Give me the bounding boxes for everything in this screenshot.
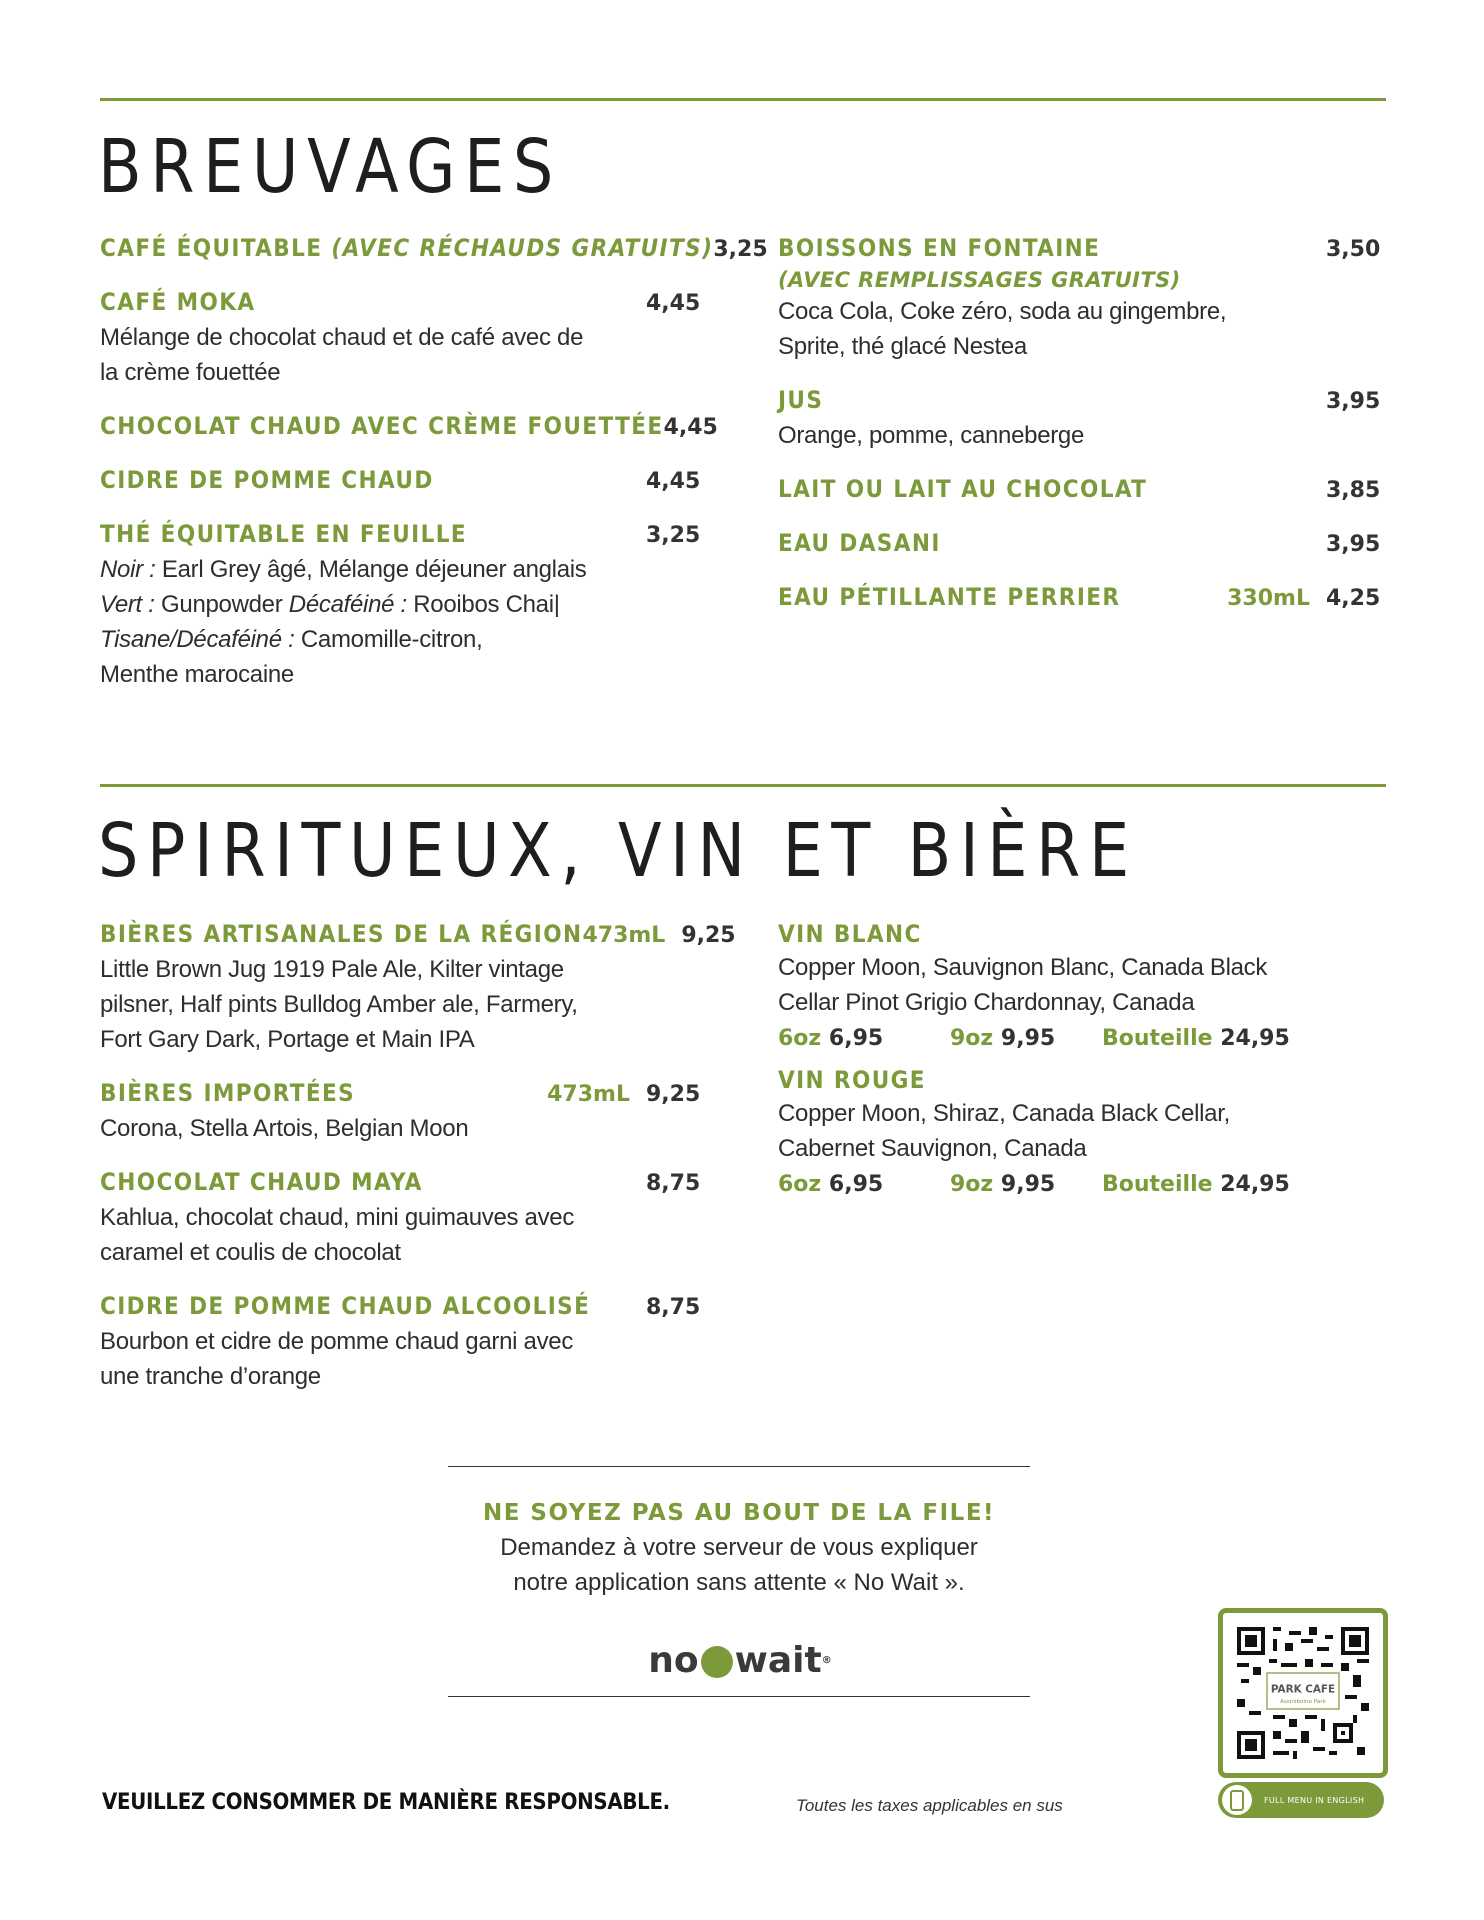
item-name: THÉ ÉQUITABLE EN FEUILLE [100, 520, 468, 548]
menu-item [100, 1166, 701, 1270]
item-price: 4,25 [1326, 586, 1381, 611]
full-menu-english-link[interactable] [1218, 1782, 1384, 1818]
item-price: 9,25 [646, 1082, 701, 1107]
menu-item [778, 527, 1381, 561]
menu-item [778, 581, 1381, 615]
beverages-right-column [778, 232, 1381, 635]
qr-card-sub: Assiniboine Park [1280, 1699, 1326, 1705]
menu-item [778, 918, 1378, 1056]
item-name: EAU PÉTILLANTE PERRIER [778, 583, 1121, 611]
item-description: Mélange de chocolat chaud et de café avec de la crème fouettée [100, 324, 584, 386]
item-price: 3,50 [1326, 237, 1381, 262]
section-title-spirits: SPIRITUEUX, VIN ET BIÈRE [98, 808, 1138, 894]
menu-item [100, 1077, 701, 1146]
menu-item [778, 1064, 1378, 1202]
item-price: 8,75 [646, 1295, 701, 1320]
item-price: 4,45 [646, 469, 701, 494]
qr-code[interactable] [1218, 1608, 1388, 1778]
item-price: 8,75 [646, 1171, 701, 1196]
menu-item [100, 232, 768, 266]
item-description: Orange, pomme, canneberge [778, 422, 1085, 449]
item-description: Little Brown Jug 1919 Pale Ale, Kilter vintage pilsner, Half pints Bulldog Amber ale, Farmery, Fort Gary Dark, Portage et Main IPA [100, 956, 578, 1053]
phone-icon [1222, 1785, 1252, 1815]
item-description: Coca Cola, Coke zéro, soda au gingembre, Sprite, thé glacé Nestea [778, 298, 1227, 360]
item-name: BOISSONS EN FONTAINE [778, 234, 1101, 262]
promo-bottom-rule [448, 1696, 1030, 1697]
qr-code-icon [1237, 1627, 1369, 1759]
item-description: Kahlua, chocolat chaud, mini guimauves avec caramel et coulis de chocolat [100, 1204, 575, 1266]
menu-item [100, 286, 701, 390]
menu-item [778, 473, 1381, 507]
item-description: Noir : Earl Grey âgé, Mélange déjeuner anglais Vert : Gunpowder Décaféiné : Rooibos Chai| Tisane/Décaféiné : Camomille-citron, Menthe marocaine [100, 556, 587, 688]
promo-title: NE SOYEZ PAS AU BOUT DE LA FILE! [482, 1500, 996, 1526]
top-rule [100, 98, 1386, 101]
menu-item [100, 518, 701, 692]
item-subtitle: (AVEC REMPLISSAGES GRATUITS) [778, 268, 1181, 292]
item-description: Bourbon et cidre de pomme chaud garni avec une tranche d’orange [100, 1328, 574, 1390]
responsible-notice: VEUILLEZ CONSOMMER DE MANIÈRE RESPONSABLE. [102, 1790, 670, 1815]
item-description: Copper Moon, Sauvignon Blanc, Canada Black Cellar Pinot Grigio Chardonnay, Canada [778, 954, 1268, 1016]
menu-item [100, 1290, 701, 1394]
item-size: 473mL [547, 1082, 630, 1107]
promo-block [448, 1496, 1030, 1600]
wine-prices: 6oz 6,95 9oz 9,95 Bouteille 24,95 [778, 1026, 1290, 1051]
item-name: CAFÉ MOKA [100, 288, 256, 316]
item-name: LAIT OU LAIT AU CHOCOLAT [778, 475, 1148, 503]
item-name: CIDRE DE POMME CHAUD ALCOOLISÉ [100, 1292, 591, 1320]
item-name: VIN BLANC [778, 920, 922, 948]
item-name: BIÈRES ARTISANALES DE LA RÉGION [100, 920, 583, 948]
menu-item [100, 464, 701, 498]
item-price: 3,95 [1326, 389, 1381, 414]
spirits-left-column [100, 918, 736, 1414]
qr-card-name: PARK CAFE [1270, 1683, 1336, 1696]
item-price: 3,25 [713, 237, 768, 262]
section-title-beverages: BREUVAGES [98, 124, 562, 210]
item-price: 4,45 [663, 415, 718, 440]
item-price: 4,45 [646, 291, 701, 316]
item-name: CHOCOLAT CHAUD MAYA [100, 1168, 423, 1196]
item-name: CAFÉ ÉQUITABLE (AVEC RÉCHAUDS GRATUITS) [100, 234, 714, 262]
item-name: VIN ROUGE [778, 1066, 926, 1094]
promo-line: Demandez à votre serveur de vous expliquer [500, 1534, 978, 1561]
item-name: BIÈRES IMPORTÉES [100, 1079, 356, 1107]
item-description: Corona, Stella Artois, Belgian Moon [100, 1115, 469, 1142]
beverages-left-column [100, 232, 768, 712]
item-name: JUS [778, 386, 824, 414]
item-name: CIDRE DE POMME CHAUD [100, 466, 434, 494]
item-size: 330mL [1227, 586, 1310, 611]
item-name: EAU DASANI [778, 529, 941, 557]
item-price: 3,25 [646, 523, 701, 548]
section-rule [100, 784, 1386, 787]
item-price: 3,85 [1326, 478, 1381, 503]
nowait-logo: no wait ® [648, 1639, 832, 1681]
item-size: 473mL [582, 923, 666, 948]
nowait-logo-mark [701, 1646, 733, 1678]
promo-top-rule [448, 1466, 1030, 1467]
menu-item [100, 410, 718, 444]
item-price: 9,25 [681, 923, 736, 948]
menu-item [100, 918, 736, 1057]
wine-prices: 6oz 6,95 9oz 9,95 Bouteille 24,95 [778, 1172, 1290, 1197]
item-description: Copper Moon, Shiraz, Canada Black Cellar, Cabernet Sauvignon, Canada [778, 1100, 1230, 1162]
spirits-right-column [778, 918, 1378, 1222]
tax-notice: Toutes les taxes applicables en sus [796, 1796, 1063, 1815]
full-menu-english-label: FULL MENU IN ENGLISH [1264, 1795, 1365, 1805]
menu-item [778, 384, 1381, 453]
item-name: CHOCOLAT CHAUD AVEC CRÈME FOUETTÉE [100, 412, 664, 440]
promo-line: notre application sans attente « No Wait ». [513, 1569, 965, 1596]
menu-item [778, 232, 1381, 364]
item-price: 3,95 [1326, 532, 1381, 557]
